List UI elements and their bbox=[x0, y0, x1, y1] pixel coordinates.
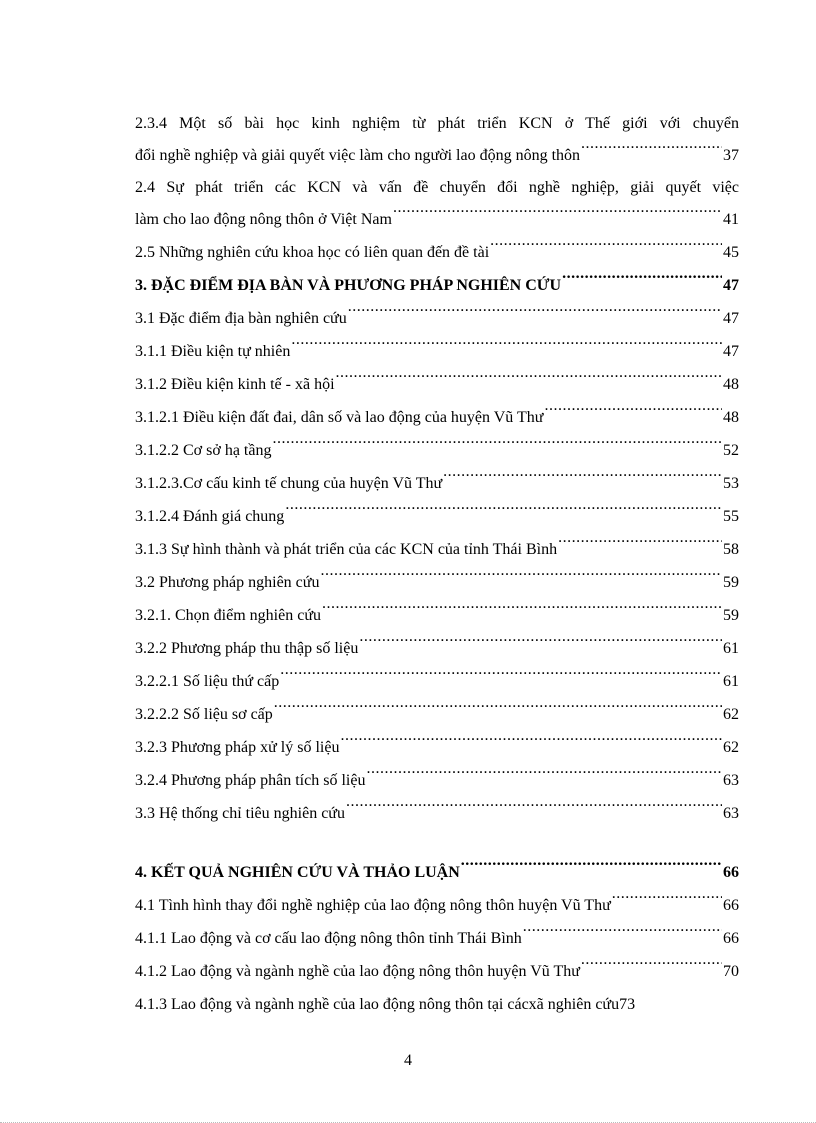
toc-entry bbox=[135, 467, 739, 500]
toc-entry bbox=[135, 533, 739, 566]
toc-entry-label: 3.1.2.1 Điều kiện đất đai, dân số và lao động của huyện Vũ Thư bbox=[135, 409, 544, 426]
toc-entry bbox=[135, 368, 739, 401]
toc-entry bbox=[135, 236, 739, 269]
toc-page-number: 52 bbox=[723, 442, 739, 459]
toc-entry bbox=[135, 764, 739, 797]
toc-entry-2-3-4 bbox=[135, 108, 739, 172]
toc-entry-label: 3.2.2.2 Số liệu sơ cấp bbox=[135, 706, 273, 723]
toc-entry-label: 3.1.1 Điều kiện tự nhiên bbox=[135, 343, 291, 360]
toc-page-number: 58 bbox=[723, 541, 739, 558]
dot-leader bbox=[393, 204, 722, 224]
toc-page-number: 62 bbox=[723, 739, 739, 756]
toc-entry bbox=[135, 922, 739, 955]
toc-entry bbox=[135, 988, 739, 1021]
dot-leader bbox=[443, 468, 722, 488]
toc-entry-2-4 bbox=[135, 172, 739, 236]
toc-entry-label: 4. KẾT QUẢ NGHIÊN CỨU VÀ THẢO LUẬN bbox=[135, 864, 460, 881]
toc-page-number: 45 bbox=[723, 244, 739, 261]
toc-entry-label: 3.1.2.3.Cơ cấu kinh tế chung của huyện Vũ Thư bbox=[135, 475, 443, 492]
toc-entry bbox=[135, 632, 739, 665]
toc-chapter-heading bbox=[135, 856, 739, 889]
toc-entry-label: 2.5 Những nghiên cứu khoa học có liên quan đến đề tài bbox=[135, 244, 490, 261]
toc-entry bbox=[135, 434, 739, 467]
dot-leader bbox=[348, 303, 722, 323]
toc-entry bbox=[135, 401, 739, 434]
toc-page-number: 66 bbox=[723, 864, 739, 881]
toc-page-number: 48 bbox=[723, 409, 739, 426]
toc-page-number: 63 bbox=[723, 772, 739, 789]
toc-entry-label-line2: đổi nghề nghiệp và giải quyết việc làm cho người lao động nông thôn bbox=[135, 147, 581, 164]
dot-leader bbox=[274, 699, 722, 719]
dot-leader bbox=[461, 857, 722, 877]
toc-entry-label: 3.1.2 Điều kiện kinh tế - xã hội bbox=[135, 376, 335, 393]
toc-page-number: 73 bbox=[619, 996, 636, 1013]
toc-entry-label: 3.1.3 Sự hình thành và phát triển của các KCN của tỉnh Thái Bình bbox=[135, 541, 558, 558]
dot-leader bbox=[340, 732, 722, 752]
toc-page-number: 66 bbox=[723, 897, 739, 914]
toc-entry-label: 3.2 Phương pháp nghiên cứu bbox=[135, 574, 320, 591]
section-gap bbox=[135, 830, 739, 856]
toc-entry-label: 4.1.3 Lao động và ngành nghề của lao động nông thôn tại cácxã nghiên cứu bbox=[135, 996, 620, 1013]
toc-entry-label: 3.2.4 Phương pháp phân tích số liệu bbox=[135, 772, 366, 789]
toc-entry-label-line1: 2.4 Sự phát triển các KCN và vấn đề chuyển đổi nghề nghiệp, giải quyết việc bbox=[135, 179, 739, 196]
toc-page-number: 47 bbox=[723, 310, 739, 327]
toc-entry-label: 3.2.1. Chọn điểm nghiên cứu bbox=[135, 607, 321, 624]
toc-entry bbox=[135, 335, 739, 368]
toc-entry-label-line2: làm cho lao động nông thôn ở Việt Nam bbox=[135, 211, 392, 228]
toc-entry-label-line1: 2.3.4 Một số bài học kinh nghiệm từ phát triển KCN ở Thế giới với chuyển bbox=[135, 115, 739, 132]
toc-page-number: 37 bbox=[723, 147, 739, 164]
toc-entry-label: 3.1.2.4 Đánh giá chung bbox=[135, 508, 285, 525]
toc-entry bbox=[135, 599, 739, 632]
dot-leader bbox=[285, 501, 722, 521]
dot-leader bbox=[346, 798, 722, 818]
toc-page-number: 59 bbox=[723, 607, 739, 624]
toc-entry-label: 3.2.2.1 Số liệu thứ cấp bbox=[135, 673, 280, 690]
toc-entry bbox=[135, 566, 739, 599]
dot-leader bbox=[562, 270, 722, 290]
toc-entry bbox=[135, 302, 739, 335]
dot-leader bbox=[523, 923, 722, 943]
dot-leader bbox=[581, 956, 722, 976]
dot-leader bbox=[612, 890, 722, 910]
dot-leader bbox=[558, 534, 722, 554]
toc-entry bbox=[135, 889, 739, 922]
toc-entry-label: 4.1 Tình hình thay đổi nghề nghiệp của lao động nông thôn huyện Vũ Thư bbox=[135, 897, 611, 914]
toc-entry-label: 3. ĐẶC ĐIỂM ĐỊA BÀN VÀ PHƯƠNG PHÁP NGHIÊN CỨU bbox=[135, 277, 562, 294]
dot-leader bbox=[272, 435, 722, 455]
dot-leader bbox=[291, 336, 722, 356]
toc-page-number: 48 bbox=[723, 376, 739, 393]
toc-entry-label: 3.1.2.2 Cơ sở hạ tầng bbox=[135, 442, 272, 459]
page-number: 4 bbox=[404, 1052, 412, 1069]
dot-leader bbox=[320, 567, 722, 587]
toc-entry-label: 3.2.2 Phương pháp thu thập số liệu bbox=[135, 640, 359, 657]
toc-entry bbox=[135, 698, 739, 731]
toc-page-number: 55 bbox=[723, 508, 739, 525]
toc-entry bbox=[135, 955, 739, 988]
toc-entry bbox=[135, 665, 739, 698]
toc-entry-label: 4.1.1 Lao động và cơ cấu lao động nông thôn tỉnh Thái Bình bbox=[135, 930, 522, 947]
toc-entry bbox=[135, 500, 739, 533]
dot-leader bbox=[490, 237, 722, 257]
toc-page-number: 47 bbox=[723, 343, 739, 360]
dot-leader bbox=[280, 666, 722, 686]
dot-leader bbox=[336, 369, 722, 389]
toc-entry-label: 3.2.3 Phương pháp xử lý số liệu bbox=[135, 739, 340, 756]
toc-chapter-heading bbox=[135, 269, 739, 302]
toc-page-number: 61 bbox=[723, 673, 739, 690]
dot-leader bbox=[581, 140, 722, 160]
toc-page-number: 47 bbox=[723, 277, 739, 294]
toc-page-number: 59 bbox=[723, 574, 739, 591]
toc-page-number: 66 bbox=[723, 930, 739, 947]
toc-page-number: 63 bbox=[723, 805, 739, 822]
toc-page-number: 61 bbox=[723, 640, 739, 657]
dot-leader bbox=[366, 765, 722, 785]
toc-page-number: 62 bbox=[723, 706, 739, 723]
toc-entry bbox=[135, 797, 739, 830]
toc-entry-label: 3.3 Hệ thống chỉ tiêu nghiên cứu bbox=[135, 805, 345, 822]
dot-leader bbox=[322, 600, 722, 620]
toc-entry bbox=[135, 731, 739, 764]
toc-entry-label: 3.1 Đặc điểm địa bàn nghiên cứu bbox=[135, 310, 347, 327]
toc-page-number: 41 bbox=[723, 211, 739, 228]
table-of-contents bbox=[135, 108, 739, 1021]
toc-page-number: 70 bbox=[723, 963, 739, 980]
dot-leader bbox=[544, 402, 722, 422]
toc-page-number: 53 bbox=[723, 475, 739, 492]
toc-entry-label: 4.1.2 Lao động và ngành nghề của lao động nông thôn huyện Vũ Thư bbox=[135, 963, 580, 980]
dot-leader bbox=[359, 633, 722, 653]
